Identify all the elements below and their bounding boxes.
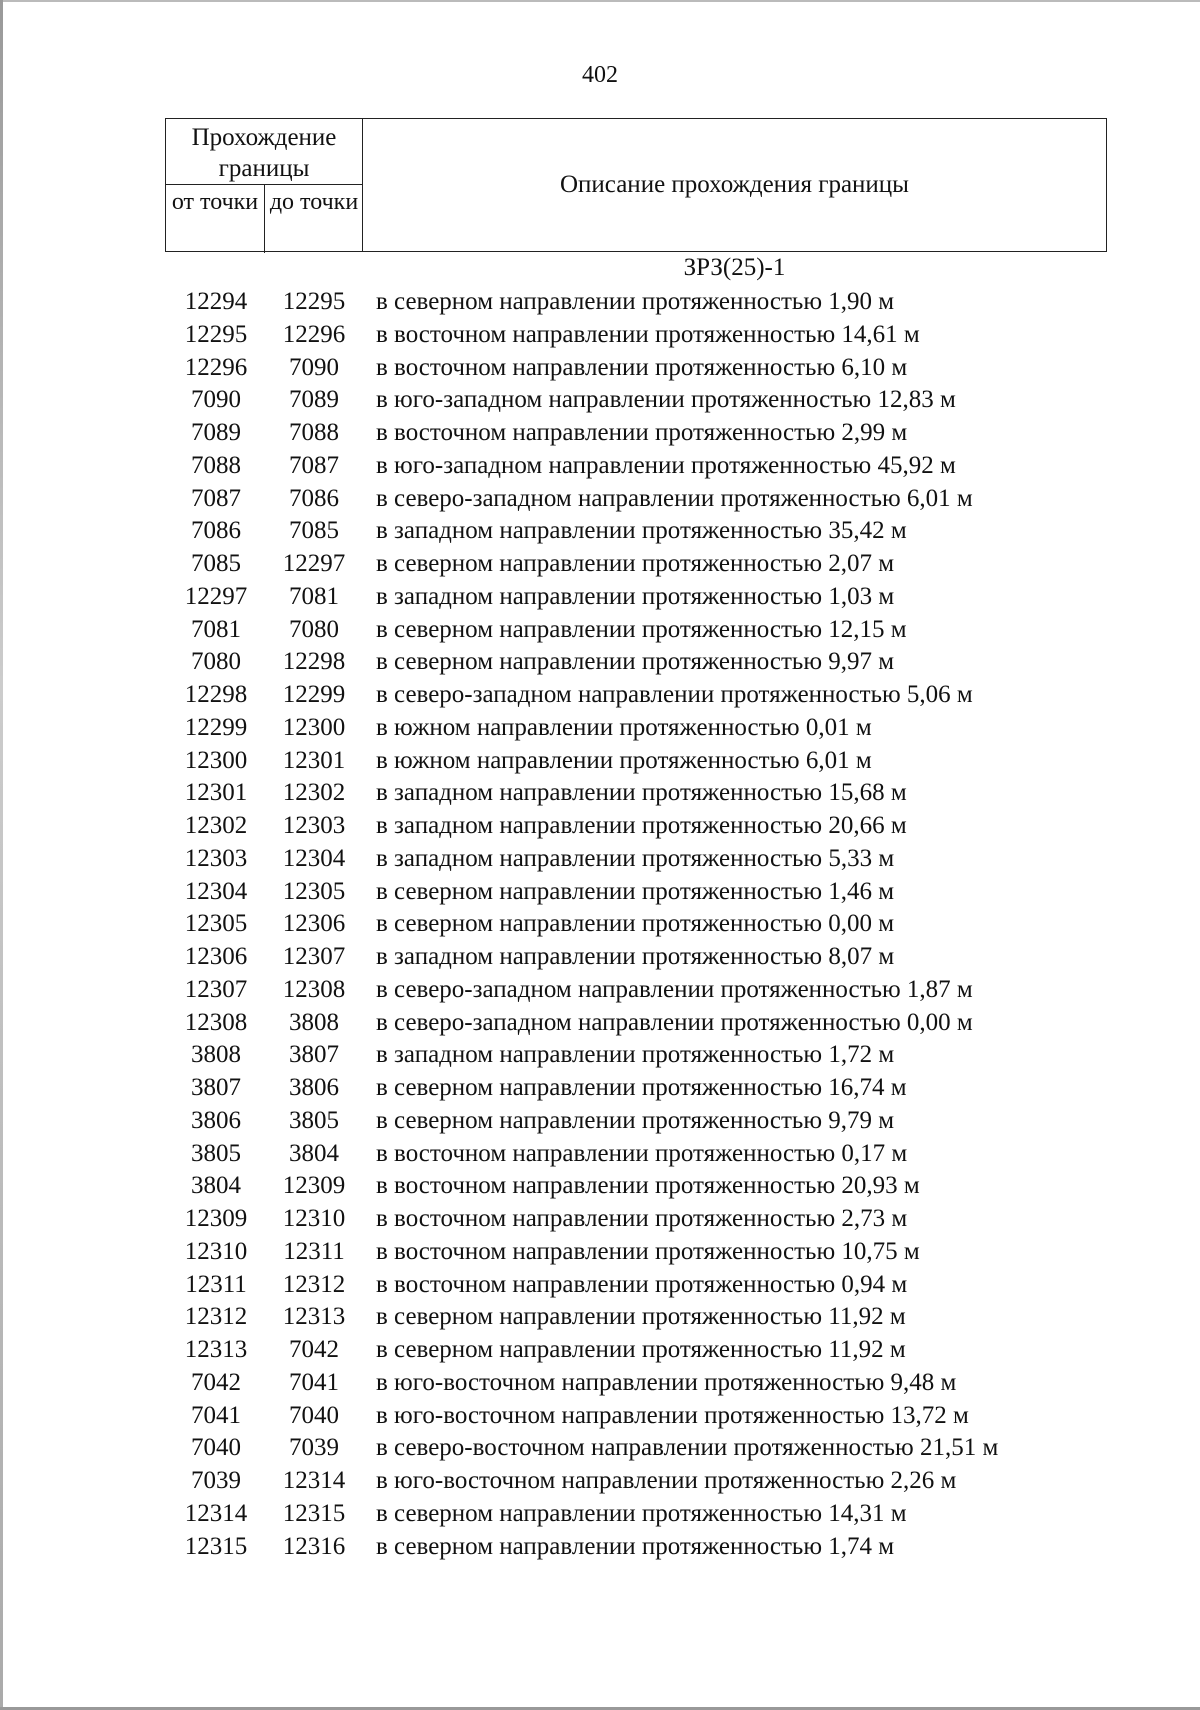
from-point: 12301 [184, 779, 248, 807]
to-point: 7089 [289, 386, 339, 414]
to-point: 12308 [282, 975, 346, 1003]
table-row [0, 1432, 1200, 1465]
to-point: 12300 [282, 713, 346, 741]
from-point: 12304 [184, 877, 248, 905]
table-row [0, 1236, 1200, 1269]
from-point: 7085 [191, 550, 241, 577]
from-point: 7090 [191, 386, 241, 414]
from-point: 12310 [184, 1237, 248, 1265]
to-point: 12306 [282, 910, 346, 938]
scan-top-edge [0, 0, 1200, 2]
from-point: 12295 [184, 320, 248, 348]
table-row [0, 1367, 1200, 1400]
from-point: 7040 [191, 1434, 241, 1462]
to-point: 12310 [282, 1205, 346, 1232]
page-number: 402 [582, 62, 618, 88]
boundary-table-header [165, 118, 1107, 252]
boundary-description: в западном направлении протяженностью 1,03 м [376, 582, 895, 610]
from-point: 12312 [184, 1303, 248, 1331]
from-point: 12303 [184, 844, 248, 872]
boundary-description: в северном направлении протяженностью 16,74 м [376, 1074, 907, 1101]
to-point: 7042 [289, 1336, 339, 1363]
description-column-header: Описание прохождения границы [560, 171, 909, 198]
table-row [0, 646, 1200, 679]
to-point: 12296 [282, 320, 346, 348]
to-point: 3804 [289, 1139, 339, 1167]
to-point: 12312 [282, 1270, 346, 1298]
to-point: 12313 [282, 1303, 346, 1331]
from-point: 12305 [184, 910, 248, 938]
zone-title: ЗРЗ(25)-1 [683, 254, 786, 281]
boundary-description: в северном направлении протяженностью 12,15 м [376, 615, 907, 643]
table-row [0, 1531, 1200, 1564]
to-point: 12299 [282, 681, 346, 708]
boundary-description: в восточном направлении протяженностью 0,17 м [376, 1139, 908, 1167]
boundary-description: в северном направлении протяженностью 2,07 м [376, 550, 895, 577]
from-point: 12294 [184, 288, 248, 315]
to-point: 12301 [282, 746, 346, 774]
from-point: 7081 [191, 615, 241, 643]
to-point: 12305 [282, 877, 346, 905]
boundary-rows [0, 286, 1200, 1563]
table-row [0, 1072, 1200, 1105]
boundary-description: в восточном направлении протяженностью 14,61 м [376, 320, 920, 348]
to-point: 3806 [289, 1074, 339, 1101]
boundary-description: в северном направлении протяженностью 1,74 м [376, 1532, 895, 1560]
to-point: 12315 [282, 1499, 346, 1527]
table-row [0, 745, 1200, 778]
table-row [0, 712, 1200, 745]
from-point: 12297 [184, 582, 248, 610]
from-point: 12298 [184, 681, 248, 708]
boundary-description: в западном направлении протяженностью 1,72 м [376, 1041, 895, 1069]
table-row [0, 548, 1200, 581]
table-row [0, 974, 1200, 1007]
to-point: 12316 [282, 1532, 346, 1560]
from-point: 12306 [184, 943, 248, 970]
from-point: 12314 [184, 1499, 248, 1527]
table-row [0, 1301, 1200, 1334]
boundary-description: в северо-западном направлении протяженностью 0,00 м [376, 1008, 973, 1036]
to-point: 12295 [282, 288, 346, 315]
to-point: 7090 [289, 353, 339, 381]
to-point: 7080 [289, 615, 339, 643]
to-point: 3805 [289, 1106, 339, 1134]
boundary-description: в юго-западном направлении протяженностью 12,83 м [376, 386, 956, 414]
from-point: 7039 [191, 1467, 241, 1494]
from-point: 3807 [191, 1074, 241, 1101]
from-point: 3806 [191, 1106, 241, 1134]
from-point: 7080 [191, 648, 241, 676]
boundary-description: в северном направлении протяженностью 1,46 м [376, 877, 895, 905]
from-point: 3804 [191, 1172, 241, 1200]
from-point: 12311 [185, 1270, 247, 1298]
to-point: 7081 [289, 582, 339, 610]
table-row [0, 876, 1200, 909]
table-row [0, 1498, 1200, 1531]
table-row [0, 450, 1200, 483]
to-point: 7041 [289, 1368, 339, 1396]
boundary-description: в западном направлении протяженностью 15,68 м [376, 779, 907, 807]
table-row [0, 352, 1200, 385]
from-point: 12309 [184, 1205, 248, 1232]
passage-column-header [166, 119, 363, 251]
to-point: 7040 [289, 1401, 339, 1429]
from-point: 7088 [191, 451, 241, 479]
from-point-header: от точки [166, 185, 265, 253]
boundary-description: в северо-западном направлении протяженностью 5,06 м [376, 681, 973, 708]
table-row [0, 384, 1200, 417]
boundary-description: в северо-западном направлении протяженностью 1,87 м [376, 975, 973, 1003]
table-row [0, 1039, 1200, 1072]
table-row [0, 941, 1200, 974]
table-row [0, 614, 1200, 647]
from-point: 7041 [191, 1401, 241, 1429]
table-row [0, 908, 1200, 941]
table-row [0, 1203, 1200, 1236]
boundary-description: в восточном направлении протяженностью 2,73 м [376, 1205, 908, 1232]
from-point: 12296 [184, 353, 248, 381]
from-point: 12313 [184, 1336, 248, 1363]
to-point: 7085 [289, 517, 339, 545]
boundary-description: в северном направлении протяженностью 9,79 м [376, 1106, 895, 1134]
boundary-description: в восточном направлении протяженностью 0,94 м [376, 1270, 908, 1298]
to-point: 12307 [282, 943, 346, 970]
passage-title: Прохождение границы [166, 119, 362, 185]
boundary-description: в восточном направлении протяженностью 20,93 м [376, 1172, 920, 1200]
to-point: 7088 [289, 419, 339, 446]
boundary-description: в северо-западном направлении протяженностью 6,01 м [376, 484, 973, 512]
boundary-description: в восточном направлении протяженностью 10,75 м [376, 1237, 920, 1265]
to-point: 3808 [289, 1008, 339, 1036]
boundary-description: в юго-восточном направлении протяженностью 9,48 м [376, 1368, 957, 1396]
table-row [0, 286, 1200, 319]
from-point: 3805 [191, 1139, 241, 1167]
to-point: 7087 [289, 451, 339, 479]
boundary-description: в северном направлении протяженностью 1,90 м [376, 288, 895, 315]
from-point: 12300 [184, 746, 248, 774]
boundary-description: в северном направлении протяженностью 0,00 м [376, 910, 895, 938]
from-point: 7089 [191, 419, 241, 446]
to-point: 12304 [282, 844, 346, 872]
table-row [0, 1334, 1200, 1367]
to-point: 12302 [282, 779, 346, 807]
to-point: 3807 [289, 1041, 339, 1069]
boundary-description: в юго-западном направлении протяженностью 45,92 м [376, 451, 956, 479]
table-row [0, 417, 1200, 450]
from-point: 12308 [184, 1008, 248, 1036]
to-point: 7086 [289, 484, 339, 512]
table-row [0, 483, 1200, 516]
from-point: 12299 [184, 713, 248, 741]
boundary-description: в северном направлении протяженностью 14,31 м [376, 1499, 907, 1527]
table-row [0, 1269, 1200, 1302]
table-row [0, 581, 1200, 614]
boundary-description: в западном направлении протяженностью 20,66 м [376, 812, 907, 839]
table-row [0, 1138, 1200, 1171]
table-row [0, 777, 1200, 810]
table-row [0, 1170, 1200, 1203]
table-row [0, 319, 1200, 352]
from-point: 7086 [191, 517, 241, 545]
to-point: 7039 [289, 1434, 339, 1462]
boundary-description: в юго-восточном направлении протяженностью 13,72 м [376, 1401, 969, 1429]
from-point: 12302 [184, 812, 248, 839]
to-point: 12314 [282, 1467, 346, 1494]
table-row [0, 1105, 1200, 1138]
table-row [0, 515, 1200, 548]
to-point: 12297 [282, 550, 346, 577]
boundary-description: в юго-восточном направлении протяженностью 2,26 м [376, 1467, 957, 1494]
boundary-description: в южном направлении протяженностью 6,01 м [376, 746, 872, 774]
to-point: 12303 [282, 812, 346, 839]
to-point: 12309 [282, 1172, 346, 1200]
to-point-header: до точки [269, 189, 359, 215]
boundary-description: в западном направлении протяженностью 8,07 м [376, 943, 895, 970]
boundary-description: в западном направлении протяженностью 5,33 м [376, 844, 895, 872]
from-point: 7087 [191, 484, 241, 512]
table-row [0, 1465, 1200, 1498]
boundary-description: в южном направлении протяженностью 0,01 м [376, 713, 872, 741]
table-row [0, 843, 1200, 876]
boundary-description: в западном направлении протяженностью 35,42 м [376, 517, 907, 545]
to-point: 12298 [282, 648, 346, 676]
from-point: 12307 [184, 975, 248, 1003]
boundary-description: в северном направлении протяженностью 9,97 м [376, 648, 895, 676]
boundary-description: в северном направлении протяженностью 11,92 м [376, 1303, 906, 1331]
from-point: 7042 [191, 1368, 241, 1396]
from-point: 12315 [184, 1532, 248, 1560]
table-row [0, 810, 1200, 843]
table-row [0, 1007, 1200, 1040]
table-row [0, 1400, 1200, 1433]
from-point: 3808 [191, 1041, 241, 1069]
boundary-description: в северо-восточном направлении протяженностью 21,51 м [376, 1434, 999, 1462]
table-row [0, 679, 1200, 712]
boundary-description: в восточном направлении протяженностью 2,99 м [376, 419, 908, 446]
boundary-description: в северном направлении протяженностью 11,92 м [376, 1336, 906, 1363]
boundary-description: в восточном направлении протяженностью 6,10 м [376, 353, 908, 381]
to-point: 12311 [283, 1237, 345, 1265]
